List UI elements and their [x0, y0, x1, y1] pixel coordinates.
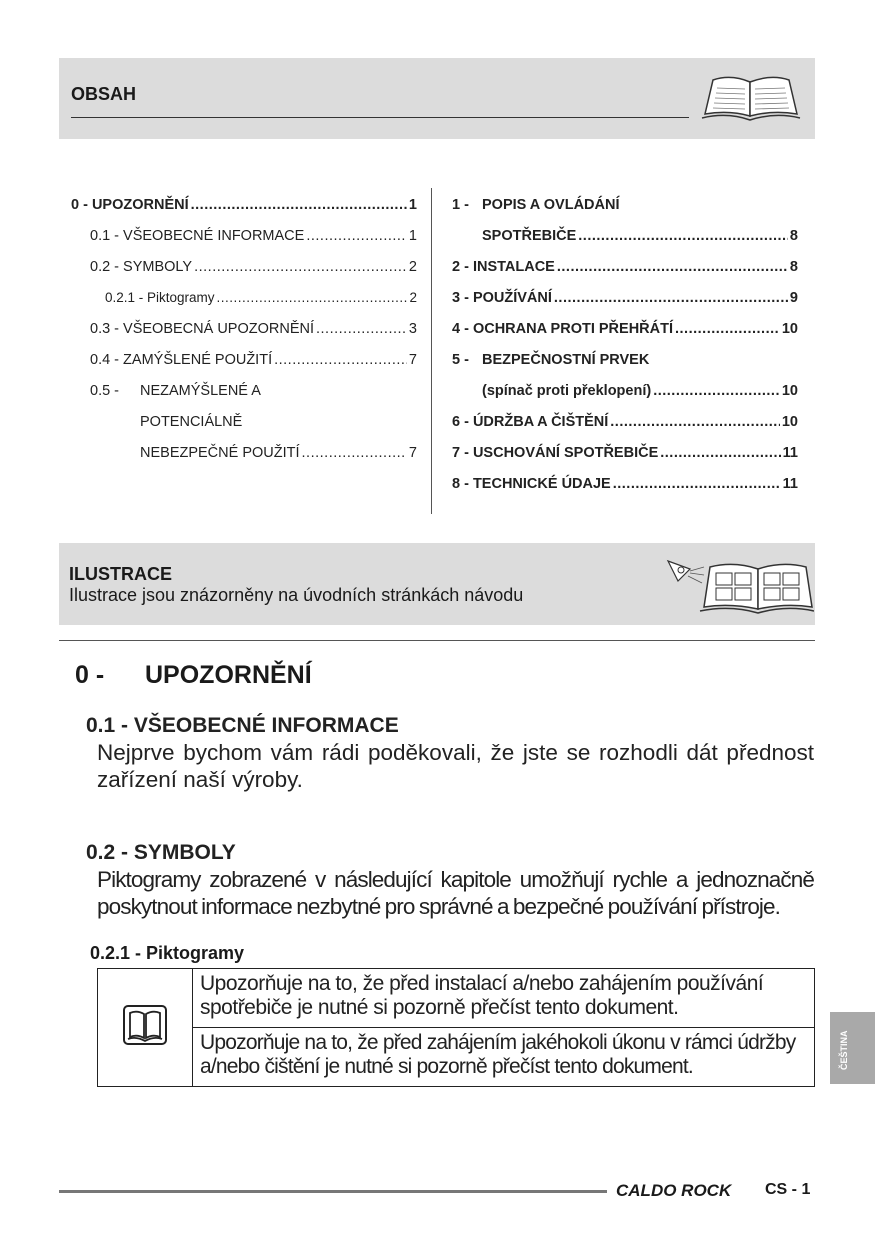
toc-item-5-line2[interactable]: (spínač proti překlopení) ..... 10	[482, 382, 798, 400]
toc-item-0-5-line3[interactable]: NEBEZPEČNÉ POUŽITÍ ..... 7	[140, 444, 417, 462]
illustrations-text: Ilustrace jsou znázorněny na úvodních stránkách návodu	[69, 585, 524, 605]
contents-title: OBSAH	[71, 84, 137, 104]
toc-item-6[interactable]: 6 - ÚDRŽBA A ČIŠTĚNÍ ..... 10	[452, 413, 798, 431]
toc-item-0-4[interactable]: 0.4 - ZAMÝŠLENÉ POUŽITÍ ..... 7	[90, 351, 417, 369]
toc-item-1-line2[interactable]: SPOTŘEBIČE ..... 8	[482, 227, 798, 245]
toc-item-2[interactable]: 2 - INSTALACE ..... 8	[452, 258, 798, 276]
illustrations-title: ILUSTRACE	[69, 564, 172, 584]
toc-item-8[interactable]: 8 - TECHNICKÉ ÚDAJE ..... 11	[452, 475, 798, 493]
toc-item-0-2[interactable]: 0.2 - SYMBOLY ..... 2	[90, 258, 417, 276]
toc-item-0-5-line2[interactable]: POTENCIÁLNĚ	[140, 414, 243, 430]
section-0-title: UPOZORNĚNÍ	[145, 661, 312, 689]
toc-item-0-5-num: 0.5 -	[90, 383, 120, 399]
contents-header	[59, 58, 815, 139]
footer-page-number: CS - 1	[765, 1181, 811, 1198]
pictogram-table	[97, 968, 815, 1087]
toc-item-1-num: 1 -	[452, 197, 469, 213]
pictogram-description-2: Upozorňuje na to, že před zahájením jakéhokoli úkonu v rámci údržby a/nebo čištění je nutné si pozorně přečíst tento dokument.	[193, 1028, 815, 1087]
toc-item-0-2-1[interactable]: 0.2.1 - Piktogramy ..... 2	[105, 289, 417, 307]
section-0-2-heading: 0.2 - SYMBOLY	[86, 841, 236, 864]
section-0-2-1-heading: 0.2.1 - Piktogramy	[90, 943, 245, 963]
illustrations-box	[59, 543, 815, 625]
pictogram-icon-cell	[98, 969, 193, 1087]
illustrated-book-icon	[664, 553, 814, 615]
section-rule	[59, 640, 815, 641]
toc-item-0[interactable]: 0 - UPOZORNĚNÍ ..... 1	[71, 196, 417, 214]
toc-item-1-line1[interactable]: POPIS A OVLÁDÁNÍ	[482, 197, 620, 213]
toc-item-0-3[interactable]: 0.3 - VŠEOBECNÁ UPOZORNĚNÍ ..... 3	[90, 320, 417, 338]
section-0-1-text: Nejprve bychom vám rádi poděkovali, že jste se rozhodli dát přednost zařízení naší výroby.	[97, 740, 814, 792]
section-0-1-heading: 0.1 - VŠEOBECNÉ INFORMACE	[86, 714, 399, 737]
toc-item-5-num: 5 -	[452, 352, 469, 368]
footer-brand: CALDO ROCK	[616, 1181, 732, 1200]
footer-rule	[59, 1190, 607, 1193]
open-book-icon	[699, 70, 803, 122]
pictogram-row	[98, 969, 815, 1028]
toc-column-divider	[431, 188, 432, 514]
toc-item-5-line1[interactable]: BEZPEČNOSTNÍ PRVEK	[482, 352, 650, 368]
section-0-number: 0 -	[75, 661, 105, 689]
toc-item-7[interactable]: 7 - USCHOVÁNÍ SPOTŘEBIČE ..... 11	[452, 444, 798, 462]
toc-item-0-1[interactable]: 0.1 - VŠEOBECNÉ INFORMACE ..... 1	[90, 227, 417, 245]
toc-item-0-5-line1[interactable]: NEZAMÝŠLENÉ A	[140, 383, 261, 399]
section-0-2-text: Piktogramy zobrazené v následující kapitole umožňují rychle a jednoznačně poskytnout informace nezbytné pro správné a bezpečné používání přístroje.	[97, 867, 814, 919]
language-tab-label: ČEŠTINA	[839, 1030, 849, 1070]
pictogram-row	[98, 1028, 815, 1087]
pictogram-description-1: Upozorňuje na to, že před instalací a/nebo zahájením používání spotřebiče je nutné si pozorně přečíst tento dokument.	[193, 969, 815, 1028]
toc-item-4[interactable]: 4 - OCHRANA PROTI PŘEHŘÁTÍ ..... 10	[452, 320, 798, 338]
language-tab	[830, 1012, 875, 1084]
toc-item-3[interactable]: 3 - POUŽÍVÁNÍ ..... 9	[452, 289, 798, 307]
header-rule	[71, 117, 689, 118]
manual-book-icon	[121, 1001, 169, 1049]
